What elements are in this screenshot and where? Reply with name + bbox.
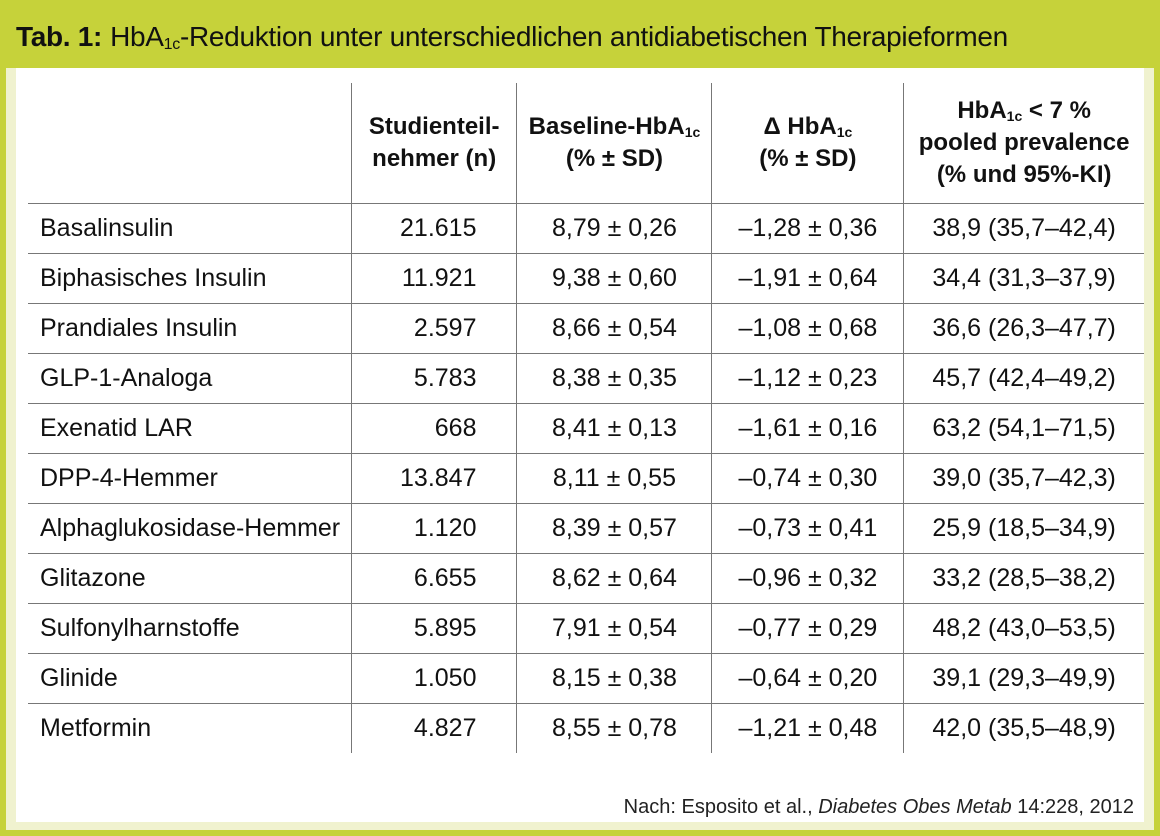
results-table <box>28 83 1144 753</box>
table-row <box>28 704 1144 754</box>
header-delta: Δ HbA$_{1c}$ (% ± SD) <box>712 83 904 204</box>
table-row <box>28 254 1144 304</box>
row-baseline-hba1c: 8,39 ± 0,57 <box>517 504 712 554</box>
header-baseline: Baseline-HbA$_{1c}$ (% ± SD) <box>517 83 712 204</box>
row-therapy-name: DPP-4-Hemmer <box>28 454 351 504</box>
table-row <box>28 554 1144 604</box>
row-participants: 2.597 <box>351 304 517 354</box>
table-row <box>28 504 1144 554</box>
table-number: Tab. 1: <box>16 21 103 52</box>
row-prevalence: 33,2 (28,5–38,2) <box>904 554 1144 604</box>
row-therapy-name: GLP-1-Analoga <box>28 354 351 404</box>
row-therapy-name: Basalinsulin <box>28 204 351 254</box>
row-therapy-name: Glinide <box>28 654 351 704</box>
row-baseline-hba1c: 8,38 ± 0,35 <box>517 354 712 404</box>
table-row <box>28 454 1144 504</box>
row-prevalence: 38,9 (35,7–42,4) <box>904 204 1144 254</box>
table-row <box>28 204 1144 254</box>
row-delta-hba1c: –0,77 ± 0,29 <box>712 604 904 654</box>
row-delta-hba1c: –1,28 ± 0,36 <box>712 204 904 254</box>
row-participants: 13.847 <box>351 454 517 504</box>
row-therapy-name: Sulfonylharnstoffe <box>28 604 351 654</box>
row-delta-hba1c: –1,21 ± 0,48 <box>712 704 904 754</box>
row-participants: 1.120 <box>351 504 517 554</box>
row-participants: 5.783 <box>351 354 517 404</box>
table-row <box>28 304 1144 354</box>
row-prevalence: 45,7 (42,4–49,2) <box>904 354 1144 404</box>
row-baseline-hba1c: 8,66 ± 0,54 <box>517 304 712 354</box>
row-baseline-hba1c: 8,11 ± 0,55 <box>517 454 712 504</box>
row-participants: 1.050 <box>351 654 517 704</box>
table-row <box>28 604 1144 654</box>
row-therapy-name: Alphaglukosidase-Hemmer <box>28 504 351 554</box>
header-row <box>28 83 1144 204</box>
row-therapy-name: Biphasisches Insulin <box>28 254 351 304</box>
row-participants: 11.921 <box>351 254 517 304</box>
row-delta-hba1c: –0,73 ± 0,41 <box>712 504 904 554</box>
row-delta-hba1c: –1,61 ± 0,16 <box>712 404 904 454</box>
row-prevalence: 39,1 (29,3–49,9) <box>904 654 1144 704</box>
row-baseline-hba1c: 8,41 ± 0,13 <box>517 404 712 454</box>
row-prevalence: 25,9 (18,5–34,9) <box>904 504 1144 554</box>
row-participants: 668 <box>351 404 517 454</box>
row-therapy-name: Prandiales Insulin <box>28 304 351 354</box>
row-prevalence: 63,2 (54,1–71,5) <box>904 404 1144 454</box>
row-prevalence: 39,0 (35,7–42,3) <box>904 454 1144 504</box>
header-prevalence: HbA$_{1c}$ < 7 % pooled prevalence (% und 95%-KI) <box>904 83 1144 204</box>
row-participants: 6.655 <box>351 554 517 604</box>
row-baseline-hba1c: 8,15 ± 0,38 <box>517 654 712 704</box>
row-therapy-name: Glitazone <box>28 554 351 604</box>
header-n: Studienteil- nehmer (n) <box>351 83 517 204</box>
row-delta-hba1c: –0,74 ± 0,30 <box>712 454 904 504</box>
row-delta-hba1c: –0,96 ± 0,32 <box>712 554 904 604</box>
header-empty <box>28 83 351 204</box>
source-citation: Nach: Esposito et al., Diabetes Obes Metab 14:228, 2012 <box>623 796 1134 818</box>
row-baseline-hba1c: 8,55 ± 0,78 <box>517 704 712 754</box>
row-participants: 21.615 <box>351 204 517 254</box>
table-title: HbA1c-Reduktion unter unterschiedlichen antidiabetischen Therapieformen <box>110 20 1008 53</box>
row-delta-hba1c: –1,08 ± 0,68 <box>712 304 904 354</box>
table-body-area <box>6 68 1154 830</box>
row-prevalence: 34,4 (31,3–37,9) <box>904 254 1144 304</box>
table-row <box>28 404 1144 454</box>
table-row <box>28 654 1144 704</box>
row-baseline-hba1c: 9,38 ± 0,60 <box>517 254 712 304</box>
row-baseline-hba1c: 8,79 ± 0,26 <box>517 204 712 254</box>
row-delta-hba1c: –1,12 ± 0,23 <box>712 354 904 404</box>
row-delta-hba1c: –0,64 ± 0,20 <box>712 654 904 704</box>
row-baseline-hba1c: 7,91 ± 0,54 <box>517 604 712 654</box>
row-participants: 4.827 <box>351 704 517 754</box>
row-prevalence: 42,0 (35,5–48,9) <box>904 704 1144 754</box>
row-prevalence: 36,6 (26,3–47,7) <box>904 304 1144 354</box>
row-participants: 5.895 <box>351 604 517 654</box>
row-prevalence: 48,2 (43,0–53,5) <box>904 604 1144 654</box>
row-baseline-hba1c: 8,62 ± 0,64 <box>517 554 712 604</box>
table-header-bar <box>6 6 1154 68</box>
row-delta-hba1c: –1,91 ± 0,64 <box>712 254 904 304</box>
row-therapy-name: Metformin <box>28 704 351 754</box>
row-therapy-name: Exenatid LAR <box>28 404 351 454</box>
table-row <box>28 354 1144 404</box>
